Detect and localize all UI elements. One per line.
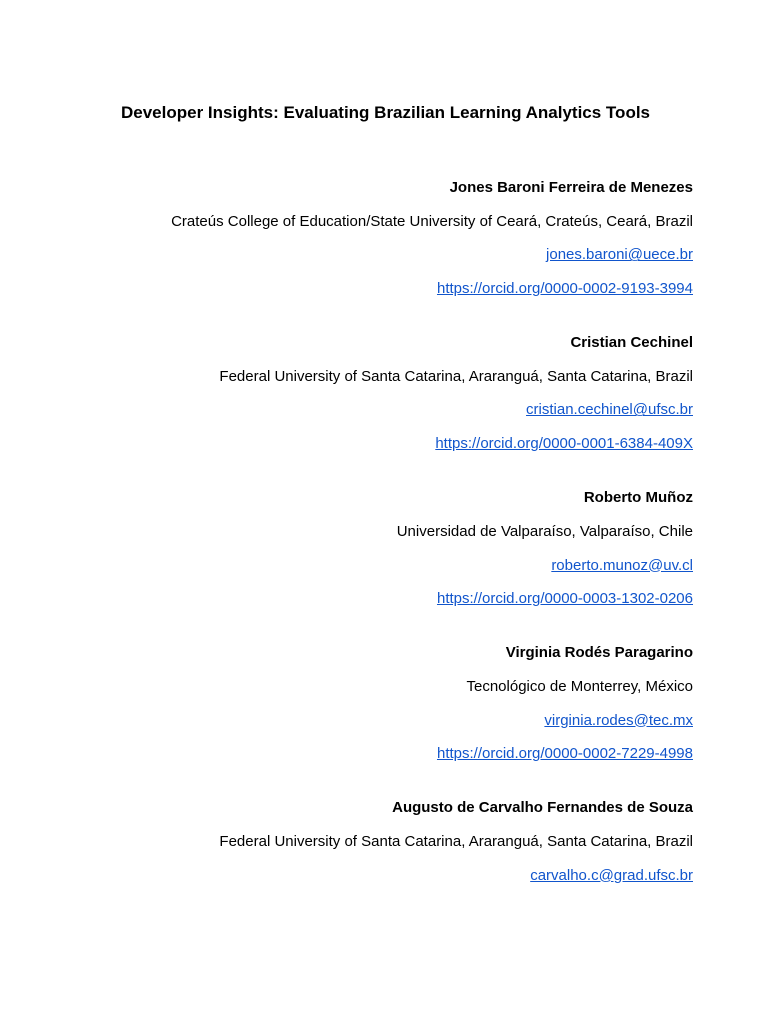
author-email-link[interactable]: cristian.cechinel@ufsc.br	[526, 401, 693, 419]
author-affiliation: Federal University of Santa Catarina, Araranguá, Santa Catarina, Brazil	[219, 832, 693, 850]
author-affiliation: Universidad de Valparaíso, Valparaíso, Chile	[396, 522, 693, 540]
author-orcid-link[interactable]: https://orcid.org/0000-0002-9193-3994	[436, 280, 693, 298]
author-email-link[interactable]: roberto.munoz@uv.cl	[551, 556, 693, 574]
author-name: Augusto de Carvalho Fernandes de Souza	[392, 799, 693, 817]
author-orcid-link[interactable]: https://orcid.org/0000-0003-1302-0206	[436, 590, 693, 608]
author-email-link[interactable]: carvalho.c@grad.ufsc.br	[530, 866, 693, 884]
author-affiliation: Crateús College of Education/State University of Ceará, Crateús, Ceará, Brazil	[171, 212, 693, 230]
author-orcid-link[interactable]: https://orcid.org/0000-0001-6384-409X	[435, 435, 693, 453]
author-list	[73, 178, 693, 920]
author-affiliation: Tecnológico de Monterrey, México	[466, 677, 693, 695]
author-block	[73, 798, 693, 885]
author-orcid-link[interactable]: https://orcid.org/0000-0002-7229-4998	[436, 745, 693, 763]
author-email-link[interactable]: virginia.rodes@tec.mx	[544, 711, 693, 729]
author-name: Roberto Muñoz	[583, 489, 693, 507]
paper-title: Developer Insights: Evaluating Brazilian Learning Analytics Tools	[121, 103, 651, 122]
author-email-link[interactable]: jones.baroni@uece.br	[546, 246, 693, 264]
author-block	[73, 488, 693, 609]
author-block	[73, 333, 693, 454]
author-affiliation: Federal University of Santa Catarina, Araranguá, Santa Catarina, Brazil	[219, 367, 693, 385]
author-name: Cristian Cechinel	[570, 334, 693, 352]
author-block	[73, 643, 693, 764]
author-name: Jones Baroni Ferreira de Menezes	[449, 179, 693, 196]
author-name: Virginia Rodés Paragarino	[505, 644, 693, 662]
author-block	[73, 178, 693, 299]
